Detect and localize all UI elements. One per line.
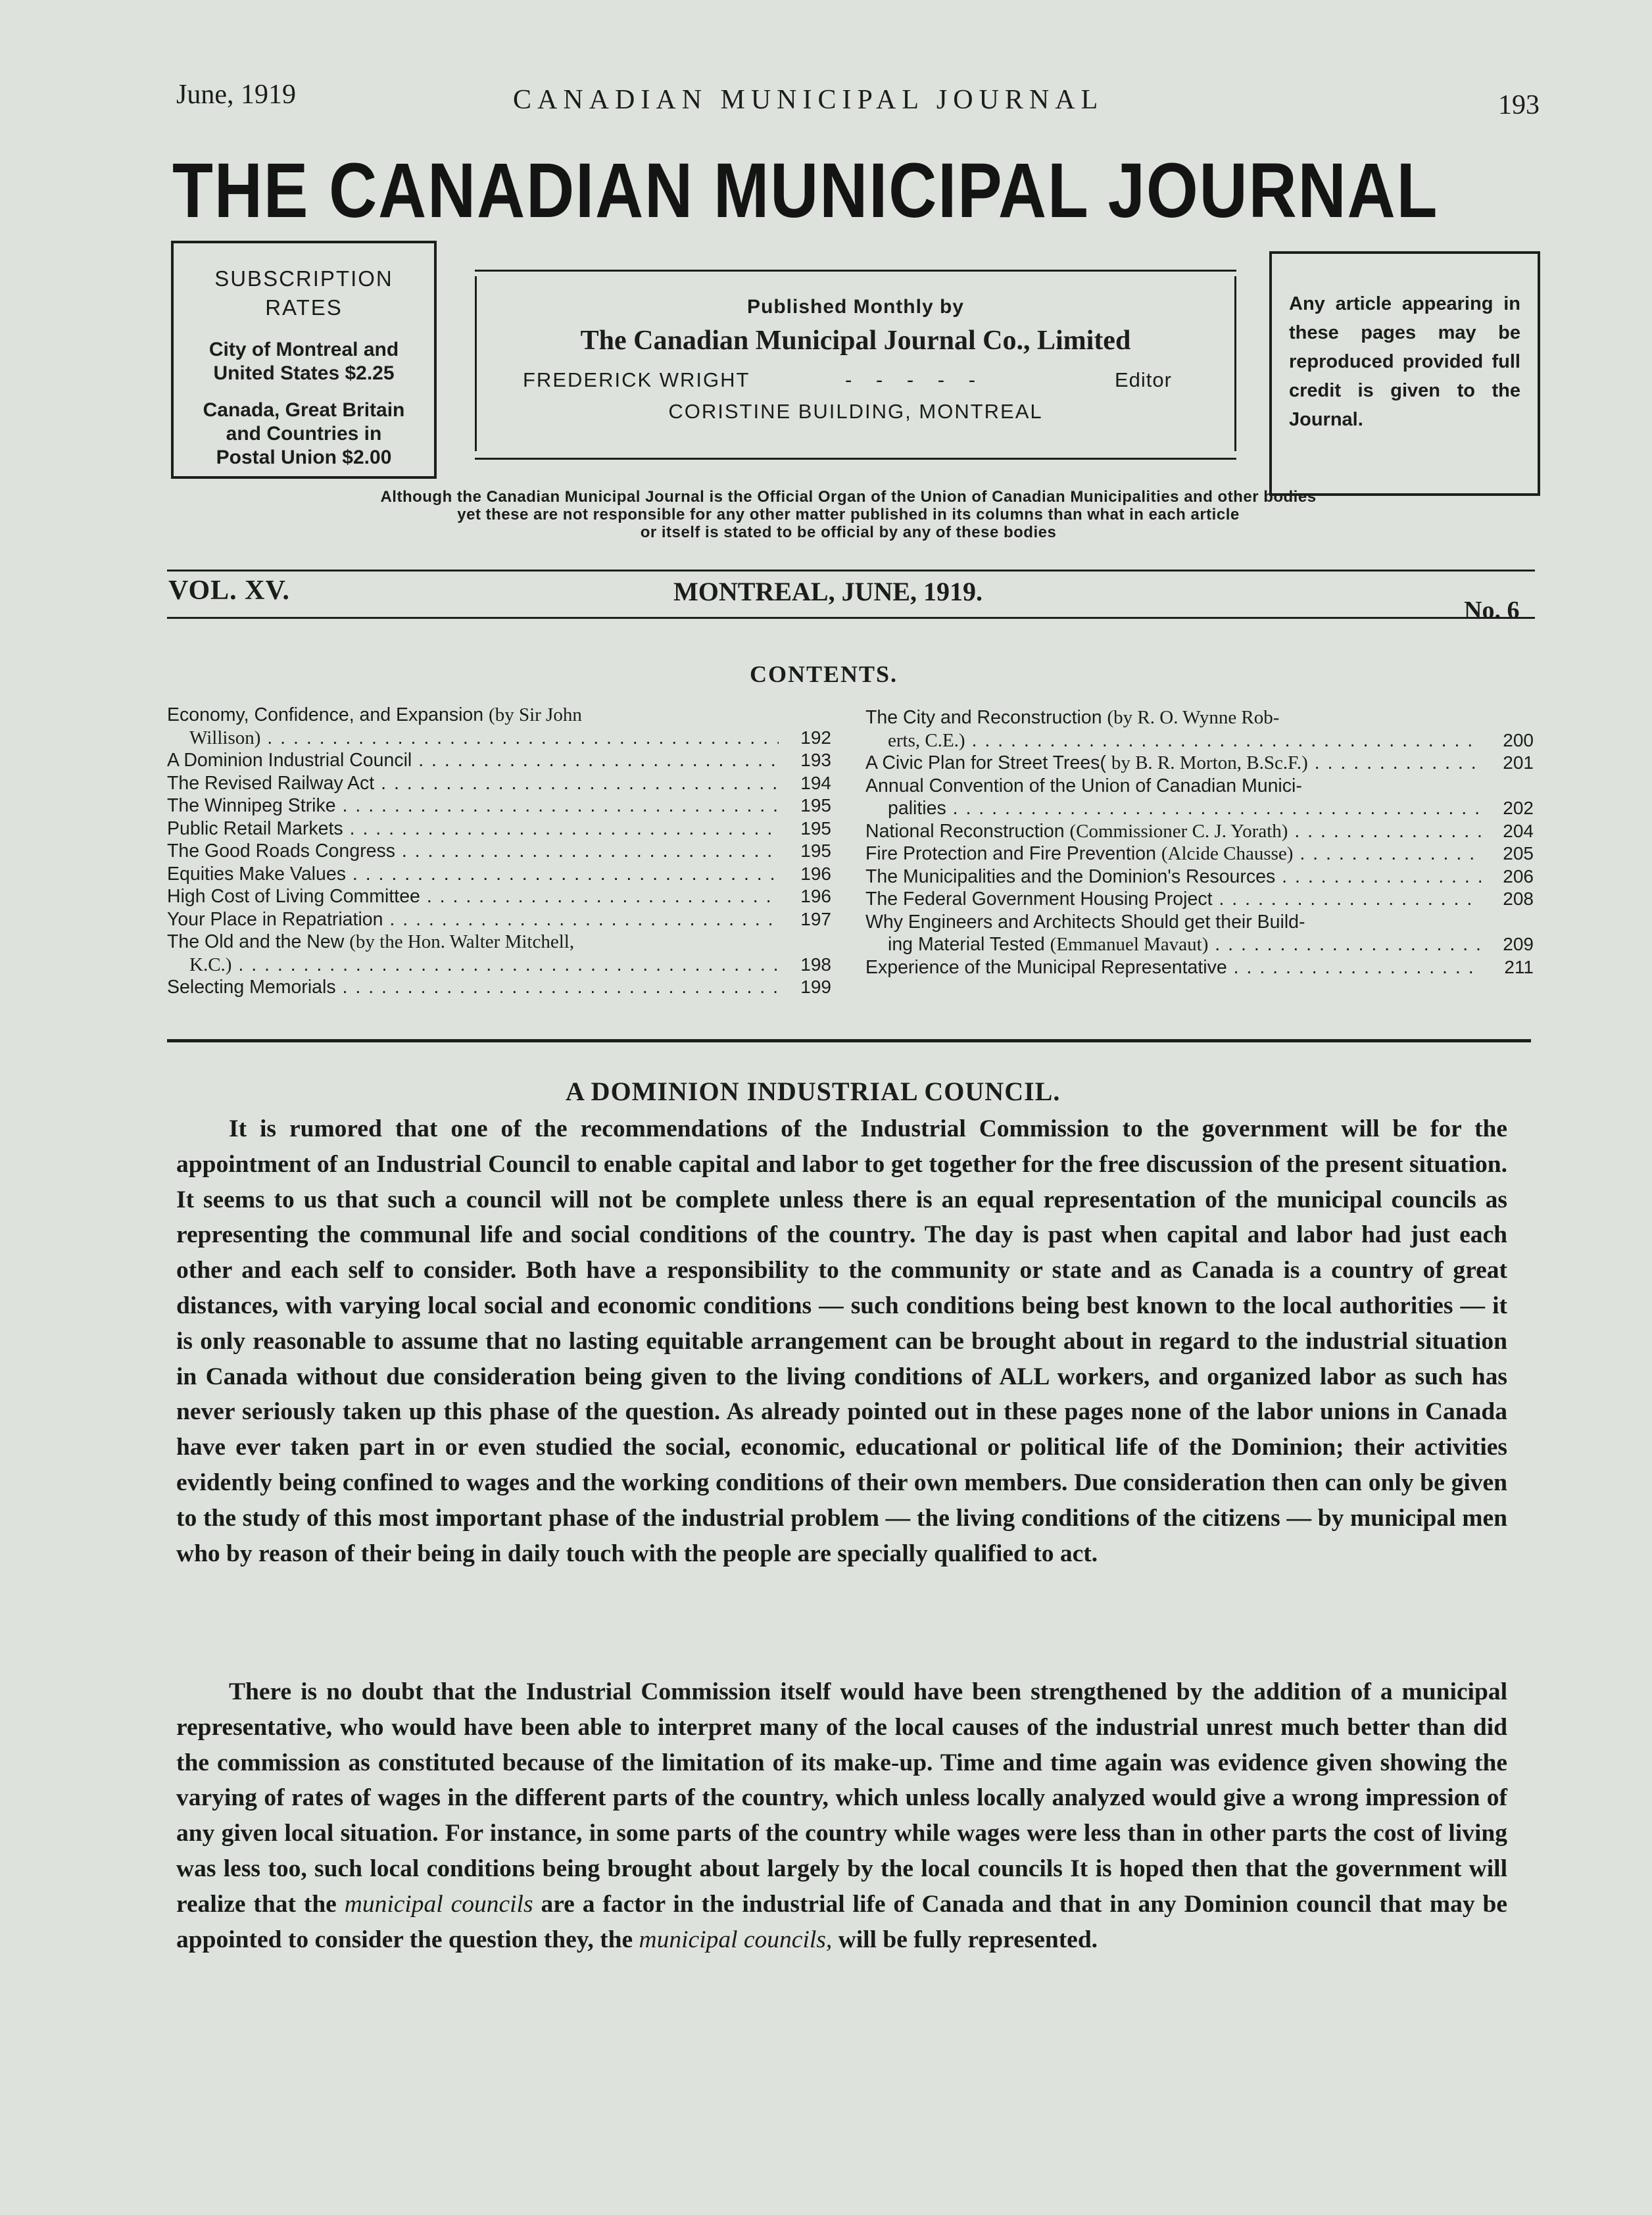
entry-page-number: 195	[800, 795, 831, 815]
entry-title-text: National Reconstruction	[865, 820, 1065, 842]
contents-entry	[865, 820, 1534, 843]
entry-page-number: 193	[800, 750, 831, 770]
contents-entry-title	[167, 794, 779, 817]
editor-name: FREDERICK WRIGHT	[523, 368, 750, 391]
rate-line: City of Montreal and	[208, 339, 399, 360]
contents-entry-title	[865, 865, 1481, 888]
rate-montreal-us	[174, 338, 434, 385]
entry-page-number: 208	[1503, 888, 1534, 909]
entry-page-number: 201	[1503, 752, 1534, 773]
contents-entry	[167, 817, 831, 840]
contents-entry	[167, 863, 831, 886]
entry-title-text: Selecting Memorials	[167, 977, 336, 998]
page-number: 193	[1498, 90, 1540, 120]
contents-right-column	[865, 706, 1534, 979]
disclaimer	[197, 488, 1499, 541]
contents-left-column	[167, 704, 831, 999]
entry-title-text: A Civic Plan for Street Trees(	[865, 752, 1106, 773]
contents-entry	[865, 775, 1534, 820]
contents-entry-title	[167, 931, 779, 976]
entry-title-text: Why Engineers and Architects Should get their Build-	[865, 911, 1305, 933]
entry-page-number: 196	[800, 886, 831, 906]
contents-entry	[865, 888, 1534, 911]
contents-entry	[167, 931, 831, 976]
contents-entry-title	[167, 772, 779, 795]
editor-dashes: - - - - -	[845, 368, 985, 391]
rate-line: Canada, Great Britain	[203, 399, 405, 421]
entry-title-text: Economy, Confidence, and Expansion	[167, 704, 484, 725]
publisher-company: The Canadian Municipal Journal Co., Limited	[580, 326, 1131, 356]
entry-page-number: 206	[1503, 865, 1534, 887]
article-title: A DOMINION INDUSTRIAL COUNCIL.	[566, 1077, 1061, 1106]
contents-entry	[167, 749, 831, 772]
entry-title-text: The Federal Government Housing Project	[865, 888, 1213, 910]
publisher-top-rule	[475, 270, 1236, 272]
contents-entry	[865, 911, 1534, 956]
contents-bottom-rule	[167, 1039, 1531, 1042]
contents-entry	[865, 706, 1534, 752]
entry-page-number: 199	[800, 977, 831, 997]
contents-heading: CONTENTS.	[750, 661, 898, 687]
entry-continuation: K.C.)	[189, 954, 232, 975]
paragraph-emphasis: municipal councils	[344, 1890, 533, 1918]
entry-continuation: Willison)	[189, 727, 261, 748]
entry-page-number: 202	[1503, 798, 1534, 818]
contents-entry	[167, 704, 831, 749]
entry-title-text: Annual Convention of the Union of Canadian Munici-	[865, 775, 1302, 796]
entry-author: (Commissioner C. J. Yorath)	[1069, 820, 1288, 842]
contents-entry-title	[865, 842, 1481, 865]
entry-page-number: 211	[1504, 956, 1534, 977]
reproduction-box	[1269, 251, 1540, 496]
contents-entry-title	[865, 752, 1481, 775]
contents-entry	[167, 885, 831, 908]
rate-line: Postal Union $2.00	[216, 447, 392, 468]
published-monthly: Published Monthly by	[746, 296, 964, 318]
entry-title-text: Public Retail Markets	[167, 817, 343, 839]
issue-bottom-rule	[167, 617, 1535, 619]
entry-author: by B. R. Morton, B.Sc.F.)	[1111, 752, 1308, 773]
article-paragraph: It is rumored that one of the recommendations of the Industrial Commission to the government will be for the appointment of an Industrial Council to enable capital and labor to get together for the free discussion of the present situation. It seems to us that such a council will not be complete unless there is an equal representation of the municipal councils as representing the communal life and social conditions of the country. The day is past when capital and labor had just each other and each self to consider. Both have a responsibility to the community or state and as Canada is a country of great distances, with varying local social and economic conditions — such conditions being best known to the local authorities — it is only reasonable to assume that no lasting equitable arrangement can be brought about in regard to the industrial situation in Canada without due consideration being given to the living conditions of ALL workers, and organized labor as such has never seriously taken up this phase of the question. As already pointed out in these pages none of the labor unions in Canada have ever taken part in or even studied the social, economic, educational or political life of the Dominion; their activities evidently being confined to wages and the working conditions of their own members. Due consideration then can only be given to the study of this most important phase of the industrial problem — the living conditions of the citizens — by municipal men who by reason of their being in daily touch with the people are specially qualified to act.	[176, 1115, 1507, 1567]
entry-page-number: 194	[800, 772, 831, 793]
contents-entry-title	[865, 820, 1481, 843]
entry-author: (by R. O. Wynne Rob-	[1107, 707, 1280, 728]
paragraph-text: will be fully represented.	[838, 1926, 1098, 1953]
publisher-box	[475, 276, 1236, 451]
paragraph-emphasis: municipal councils,	[639, 1926, 833, 1953]
entry-author: (by Sir John	[489, 704, 582, 725]
volume: VOL. XV.	[168, 575, 290, 606]
entry-title-text: Equities Make Values	[167, 863, 346, 885]
publisher-address: CORISTINE BUILDING, MONTREAL	[668, 400, 1043, 423]
entry-continuation: ing Material Tested	[888, 934, 1045, 955]
contents-entry-title	[865, 888, 1481, 911]
contents-entry	[167, 794, 831, 817]
contents-entry	[865, 865, 1534, 888]
entry-title-text: A Dominion Industrial Council	[167, 750, 412, 771]
contents-entry	[865, 842, 1534, 865]
entry-author: (Alcide Chausse)	[1161, 843, 1294, 864]
entry-page-number: 196	[800, 863, 831, 884]
entry-continuation: erts, C.E.)	[888, 729, 965, 751]
entry-title-text: The City and Reconstruction	[865, 707, 1102, 728]
issue-number: No. 6	[1464, 596, 1520, 624]
entry-title-text: Experience of the Municipal Representative	[865, 956, 1227, 978]
contents-entry-title	[167, 976, 779, 999]
entry-title-text: The Winnipeg Strike	[167, 795, 336, 816]
rate-line: United States $2.25	[213, 362, 395, 384]
rates-heading: RATES	[265, 295, 343, 320]
contents-entry-title	[865, 775, 1481, 820]
dateline: MONTREAL, JUNE, 1919.	[673, 577, 983, 606]
entry-title-text: The Revised Railway Act	[167, 772, 375, 794]
editor-row	[477, 368, 1234, 395]
subscription-heading: SUBSCRIPTION	[214, 266, 393, 291]
entry-page-number: 205	[1503, 843, 1534, 864]
entry-page-number: 209	[1503, 934, 1534, 954]
masthead-title: THE CANADIAN MUNICIPAL JOURNAL	[172, 147, 1439, 234]
contents-entry-title	[167, 863, 779, 886]
disclaimer-line: or itself is stated to be official by any of these bodies	[640, 523, 1057, 541]
entry-page-number: 192	[800, 727, 831, 748]
contents-entry-title	[865, 911, 1481, 956]
running-head-date: June, 1919	[176, 80, 296, 110]
entry-page-number: 195	[800, 840, 831, 861]
reproduction-note: Any article appearing in these pages may be reproduced provided full credit is given to the Journal.	[1289, 293, 1520, 430]
entry-author: (Emmanuel Mavaut)	[1050, 934, 1209, 955]
rate-line: and Countries in	[226, 423, 382, 445]
entry-page-number: 200	[1503, 729, 1534, 750]
entry-continuation: palities	[888, 798, 946, 819]
contents-entry	[167, 908, 831, 931]
contents-entry	[167, 772, 831, 795]
contents-entry-title	[167, 908, 779, 931]
paragraph-text: There is no doubt that the Industrial Commission itself would have been strengthened by the addition of a municipal representative, who would have been able to interpret many of the local causes of the industrial unrest much better than did the commission as constituted because of the limitation of its make-up. Time and time again was evidence given showing the varying of rates of wages in the different parts of the country, which unless locally analyzed would give a wrong impression of any given local situation. For instance, in some parts of the country while wages were less than in other parts the cost of living was less too, such local conditions being brought about largely by the local councils It is hoped then that the government will realize that the	[176, 1678, 1507, 1918]
entry-title-text: Your Place in Repatriation	[167, 908, 383, 930]
contents-entry-title	[865, 956, 1481, 979]
article-paragraph	[176, 1674, 1507, 1957]
contents-entry-title	[167, 840, 779, 863]
subscription-box	[171, 241, 437, 479]
contents-entry-title	[167, 817, 779, 840]
entry-page-number: 198	[800, 954, 831, 975]
contents-entry	[167, 840, 831, 863]
entry-page-number: 197	[800, 908, 831, 929]
contents-entry-title	[167, 749, 779, 772]
editor-role: Editor	[1115, 368, 1172, 391]
contents-entry	[865, 752, 1534, 775]
contents-entry	[167, 976, 831, 999]
contents-entry-title	[167, 704, 779, 749]
rate-canada-gb	[174, 399, 434, 470]
entry-author: (by the Hon. Walter Mitchell,	[349, 931, 575, 952]
disclaimer-line: yet these are not responsible for any other matter published in its columns than what in each article	[457, 506, 1240, 523]
entry-page-number: 204	[1503, 820, 1534, 841]
entry-title-text: The Municipalities and the Dominion's Resources	[865, 865, 1276, 887]
contents-entry	[865, 956, 1534, 979]
publisher-bottom-rule	[475, 458, 1236, 460]
entry-title-text: The Good Roads Congress	[167, 840, 395, 862]
paragraph-text: are a factor in the industrial life of Canada and that in any Dominion council that may be appointed to consider the question they, the	[176, 1890, 1508, 1953]
entry-title-text: High Cost of Living Committee	[167, 886, 420, 907]
running-head-journal: CANADIAN MUNICIPAL JOURNAL	[513, 85, 1104, 115]
contents-entry-title	[865, 706, 1481, 752]
disclaimer-line: Although the Canadian Municipal Journal is the Official Organ of the Union of Canadian Municipalities and other bodies	[380, 488, 1317, 506]
entry-title-text: The Old and the New	[167, 931, 345, 952]
entry-page-number: 195	[800, 817, 831, 839]
contents-entry-title	[167, 885, 779, 908]
entry-title-text: Fire Protection and Fire Prevention	[865, 843, 1156, 864]
issue-top-rule	[167, 570, 1535, 572]
